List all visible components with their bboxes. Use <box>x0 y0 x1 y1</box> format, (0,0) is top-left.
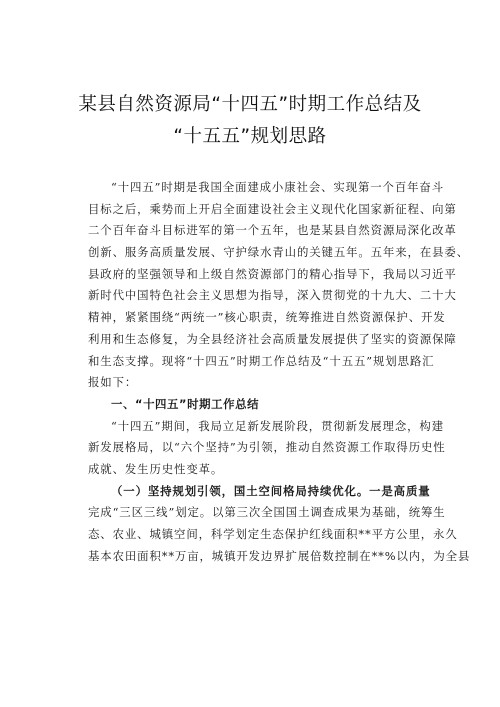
text-line: 态、农业、城镇空间，科学划定生态保护红线面积**平方公里，永久 <box>88 527 458 541</box>
intro-paragraph <box>88 177 470 394</box>
subsection-heading: （一）坚持规划引领，国土空间格局持续优化。一是高质量 <box>111 483 431 498</box>
text-line: 县政府的坚强领导和上级自然资源部门的精心指导下，我局以习近平 <box>88 266 457 281</box>
text-line: “十四五”期间，我局立足新发展阶段，贯彻新发展理念，构建 <box>111 418 445 433</box>
document-body <box>88 177 471 567</box>
text-line: 新发展格局，以“六个坚持”为引领，推动自然资源工作取得历史性 <box>88 440 446 455</box>
subsection1-paragraph <box>88 481 471 568</box>
text-line: 精神，紧紧围绕“两统一”核心职责，统筹推进自然资源保护、开发 <box>88 310 446 325</box>
text-line: 二个百年奋斗目标进军的第一个五年，也是某县自然资源局深化改革 <box>88 223 457 238</box>
text-line: 目标之后，乘势而上开启全面建设社会主义现代化国家新征程、向第 <box>88 201 457 216</box>
document-title-line-2: “十五五”规划思路 <box>173 126 327 147</box>
text-line: 完成“三区三线”划定。以第三次全国国土调查成果为基础，统筹生 <box>88 505 446 520</box>
text-line: 成就、发生历史性变革。 <box>88 461 224 476</box>
text-line: 报如下： <box>88 375 138 390</box>
section-heading: 一、“十四五”时期工作总结 <box>111 396 260 411</box>
section1-paragraph <box>88 416 446 481</box>
text-line: 新时代中国特色社会主义思想为指导，深入贯彻党的十九大、二十大 <box>88 288 457 303</box>
text-line: 创新、服务高质量发展、守护绿水青山的关键五年。五年来，在县委、 <box>88 245 470 260</box>
text-line: 利用和生态修复，为全县经济社会高质量发展提供了坚实的资源保障 <box>88 331 457 346</box>
document-title-line-1: 某县自然资源局“十四五”时期工作总结及 <box>78 94 422 115</box>
text-line: “十四五”时期是我国全面建成小康社会、实现第一个百年奋斗 <box>111 180 445 194</box>
text-line: 和生态支撑。现将“十四五”时期工作总结及“十五五”规划思路汇 <box>88 353 435 368</box>
text-line: 基本农田面积**万亩，城镇开发边界扩展倍数控制在**%以内，为全县 <box>88 548 471 563</box>
